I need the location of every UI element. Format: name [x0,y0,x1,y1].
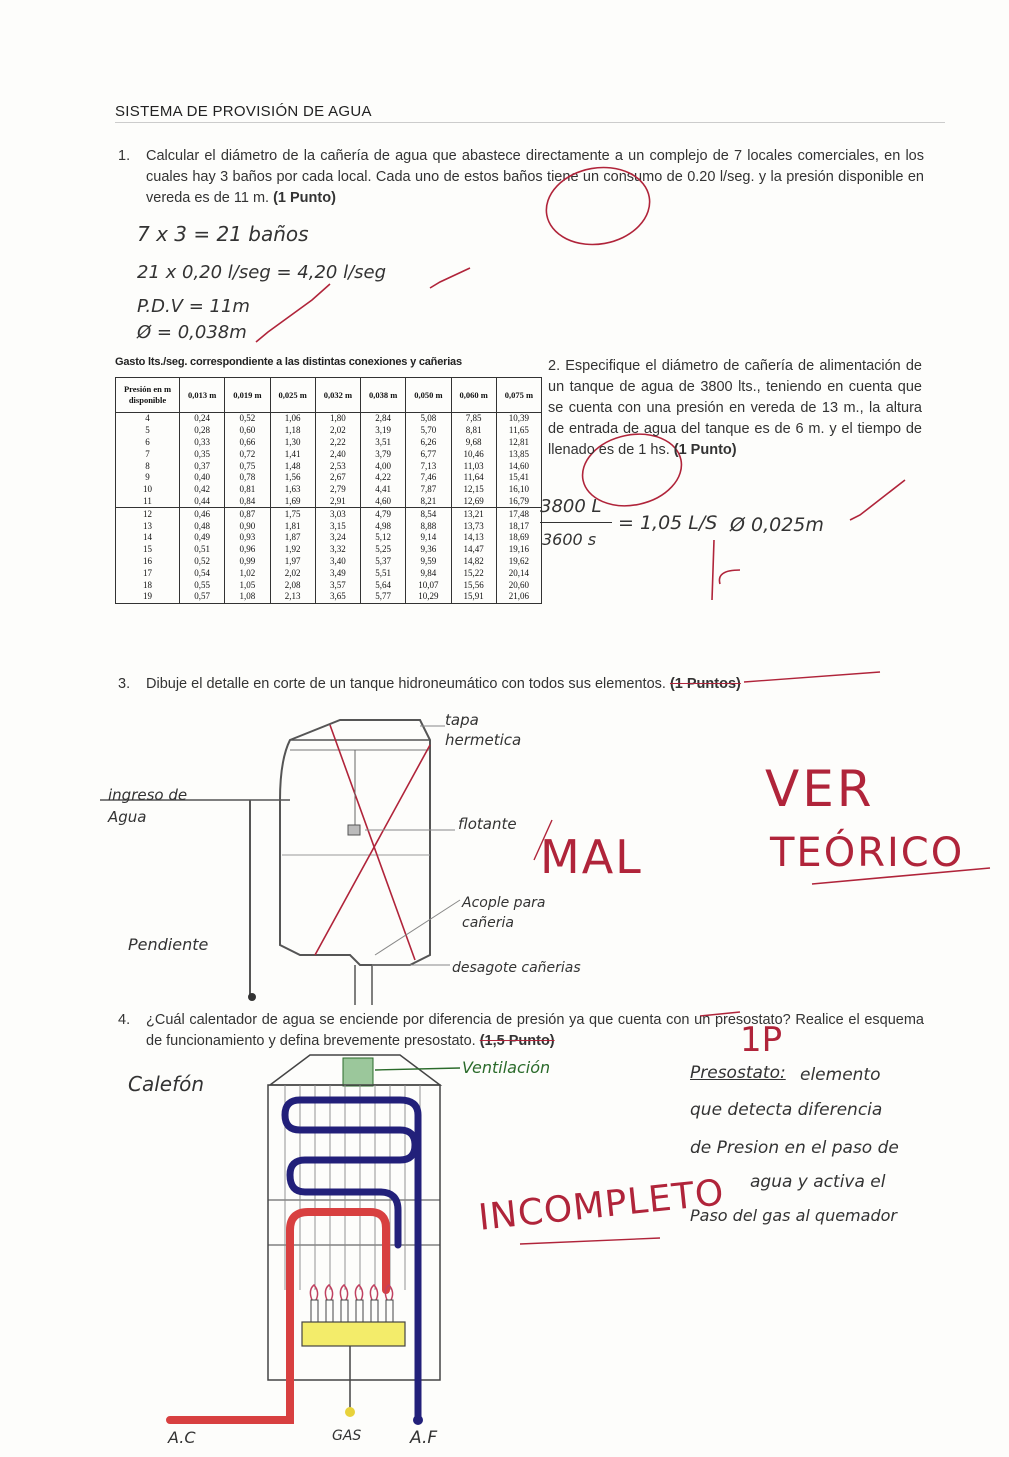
table-cell: 19,16 [496,544,541,556]
ventilation-box [343,1058,373,1086]
label-acople: Acople para cañeria [462,895,546,931]
table-cell: 5,77 [361,591,406,603]
table-cell: 0,90 [225,520,270,532]
table-cell-presion: 18 [116,579,180,591]
table-cell: 0,28 [180,425,225,437]
table-cell: 0,46 [180,508,225,520]
question-4-number: 4. [118,1012,131,1028]
grade-teorico: TEÓRICO [770,830,965,876]
table-cell: 0,49 [180,532,225,544]
table-cell: 3,65 [315,591,360,603]
table-cell: 9,59 [406,556,451,568]
table-cell: 9,84 [406,567,451,579]
table-cell: 3,49 [315,567,360,579]
table-cell: 11,65 [496,425,541,437]
table-cell: 13,85 [496,448,541,460]
table-header-col: 0,025 m [270,378,315,413]
page-heading: SISTEMA DE PROVISIÓN DE AGUA [115,103,945,123]
table-cell-presion: 12 [116,508,180,520]
table-header-col: 0,032 m [315,378,360,413]
answer-1-line-2: 21 x 0,20 l/seg = 4,20 l/seg [137,262,387,283]
table-cell: 0,40 [180,472,225,484]
table-cell: 0,52 [180,556,225,568]
cold-water-coil [285,1100,418,1420]
table-cell: 2,08 [270,579,315,591]
cold-water-inlet [413,1415,423,1425]
table-title: Gasto lts./seg. correspondiente a las distintas conexiones y cañerias [115,356,462,368]
answer-1-line-3: P.D.V = 11m [137,296,250,317]
table-cell: 2,40 [315,448,360,460]
table-cell: 8,21 [406,496,451,508]
table-cell-presion: 4 [116,413,180,425]
table-cell: 0,35 [180,448,225,460]
answer-4-line-4: agua y activa el [750,1172,886,1192]
table-cell: 7,87 [406,484,451,496]
grade-score: 1P [740,1020,783,1060]
table-cell: 8,81 [451,425,496,437]
hot-water-pipe [170,1212,386,1420]
table-cell: 1,80 [315,413,360,425]
question-1-points: (1 Punto) [273,190,336,206]
table-cell: 21,06 [496,591,541,603]
grade-ver: VER [765,760,875,818]
table-cell: 0,96 [225,544,270,556]
table-cell: 3,03 [315,508,360,520]
table-header-col: 0,019 m [225,378,270,413]
table-cell: 18,17 [496,520,541,532]
table-cell-presion: 19 [116,591,180,603]
table-cell: 4,22 [361,472,406,484]
table-cell: 1,48 [270,460,315,472]
answer-2-diameter: Ø 0,025m [730,514,824,536]
table-cell: 12,15 [451,484,496,496]
table-cell: 5,25 [361,544,406,556]
answer-4-line-5: Paso del gas al quemador [690,1206,897,1225]
table-header-col: 0,038 m [361,378,406,413]
question-4-points: (1,5 Punto) [479,1033,555,1049]
table-cell: 2,79 [315,484,360,496]
table-cell: 5,64 [361,579,406,591]
table-cell: 1,41 [270,448,315,460]
table-cell-presion: 6 [116,437,180,449]
table-cell: 3,32 [315,544,360,556]
table-cell: 7,85 [451,413,496,425]
table-cell: 18,69 [496,532,541,544]
table-cell: 14,60 [496,460,541,472]
grade-mal: MAL [540,830,643,884]
table-cell: 8,88 [406,520,451,532]
table-cell: 11,64 [451,472,496,484]
label-ac: A.C [168,1428,196,1447]
table-cell: 0,54 [180,567,225,579]
table-cell: 0,33 [180,437,225,449]
answer-1-line-1: 7 x 3 = 21 baños [137,222,309,246]
table-cell: 1,69 [270,496,315,508]
table-cell: 2,91 [315,496,360,508]
table-cell: 13,21 [451,508,496,520]
answer-2-result: = 1,05 L/S [618,512,718,534]
table-cell: 5,51 [361,567,406,579]
answer-4-title: Presostato: [690,1063,786,1083]
table-cell: 12,81 [496,437,541,449]
label-tapa: tapa hermetica [445,711,522,749]
table-cell: 6,26 [406,437,451,449]
table-cell: 3,24 [315,532,360,544]
table-cell-presion: 5 [116,425,180,437]
table-cell-presion: 16 [116,556,180,568]
table-cell-presion: 17 [116,567,180,579]
table-cell-presion: 9 [116,472,180,484]
question-3-text: Dibuje el detalle en corte de un tanque hidroneumático con todos sus elementos. [146,676,666,692]
table-cell: 0,87 [225,508,270,520]
table-cell: 0,84 [225,496,270,508]
table-cell: 1,75 [270,508,315,520]
table-cell: 0,52 [225,413,270,425]
table-cell: 5,37 [361,556,406,568]
table-cell: 10,29 [406,591,451,603]
table-cell: 2,67 [315,472,360,484]
table-cell: 14,13 [451,532,496,544]
table-cell: 4,41 [361,484,406,496]
table-cell-presion: 10 [116,484,180,496]
table-cell: 3,15 [315,520,360,532]
table-cell: 1,06 [270,413,315,425]
question-1-text: Calcular el diámetro de la cañería de agua que abastece directamente a un complejo de 7 locales comerciales, en los cuales hay 3 baños por cada local. Cada uno de estos baños tiene un consumo de 0.20 l/seg. y la presión disponible en vereda es de 11 m. [146,148,924,206]
answer-2-denominator: 3600 s [542,530,597,549]
table-cell: 2,02 [270,567,315,579]
table-cell: 3,40 [315,556,360,568]
table-cell-presion: 7 [116,448,180,460]
label-desagote: desagote cañerias [452,960,581,976]
table-cell: 5,08 [406,413,451,425]
table-cell: 0,57 [180,591,225,603]
table-cell: 0,72 [225,448,270,460]
table-cell: 3,19 [361,425,406,437]
table-cell: 0,48 [180,520,225,532]
table-cell: 2,02 [315,425,360,437]
table-cell: 1,81 [270,520,315,532]
table-cell: 7,13 [406,460,451,472]
table-cell: 3,79 [361,448,406,460]
table-cell: 8,54 [406,508,451,520]
table-cell-presion: 14 [116,532,180,544]
label-gas: GAS [332,1428,362,1444]
table-header-col: 0,060 m [451,378,496,413]
table-cell: 9,14 [406,532,451,544]
table-cell-presion: 15 [116,544,180,556]
table-cell: 0,78 [225,472,270,484]
question-3-points: (1 Puntos) [669,676,741,692]
table-cell: 0,44 [180,496,225,508]
question-2-text: Especifique el diámetro de cañería de alimentación de un tanque de agua de 3800 lts., teniendo en cuenta que se cuenta con una presión en vereda de 13 m., la altura de entrada de agua del tanque es de 6 m. y el tiempo de llenado es de 1 hs. [548,358,922,458]
table-cell: 2,84 [361,413,406,425]
question-3-number: 3. [118,676,131,692]
table-cell: 15,41 [496,472,541,484]
table-cell: 10,46 [451,448,496,460]
label-ingreso: ingreso de Agua [108,786,188,826]
label-ventilacion: Ventilación [462,1058,551,1077]
gas-inlet [345,1407,355,1417]
table-cell: 0,51 [180,544,225,556]
table-cell-presion: 11 [116,496,180,508]
table-cell: 11,03 [451,460,496,472]
table-cell: 20,14 [496,567,541,579]
table-cell: 15,91 [451,591,496,603]
burner-tubes [311,1300,393,1322]
answer-4-line-1: elemento [800,1065,881,1085]
table-cell: 3,51 [361,437,406,449]
table-cell: 4,00 [361,460,406,472]
answer-4-line-3: de Presion en el paso de [690,1138,899,1158]
table-cell: 0,60 [225,425,270,437]
table-cell: 14,82 [451,556,496,568]
table-cell: 0,81 [225,484,270,496]
table-cell: 1,87 [270,532,315,544]
answer-4-line-2: que detecta diferencia [690,1100,883,1120]
burner-flames [310,1285,392,1300]
table-cell: 1,05 [225,579,270,591]
answer-2-numerator: 3800 L [540,496,602,517]
table-cell: 4,60 [361,496,406,508]
table-cell: 14,47 [451,544,496,556]
table-cell: 13,73 [451,520,496,532]
table-cell: 0,55 [180,579,225,591]
table-cell: 1,97 [270,556,315,568]
table-cell: 1,02 [225,567,270,579]
answer-1-line-4: Ø = 0,038m [137,322,247,343]
table-cell: 6,77 [406,448,451,460]
table-cell: 5,12 [361,532,406,544]
table-cell: 0,93 [225,532,270,544]
table-cell: 9,36 [406,544,451,556]
table-cell: 2,53 [315,460,360,472]
heater-grid-lines [285,1085,420,1290]
table-cell: 0,66 [225,437,270,449]
table-cell: 1,30 [270,437,315,449]
table-cell: 1,92 [270,544,315,556]
table-cell-presion: 13 [116,520,180,532]
table-cell: 2,22 [315,437,360,449]
table-cell: 12,69 [451,496,496,508]
table-cell: 0,24 [180,413,225,425]
table-header-presion: Presión en m disponible [116,378,180,413]
label-flotante: flotante [458,815,517,833]
table-header-col: 0,050 m [406,378,451,413]
table-cell: 0,75 [225,460,270,472]
table-cell: 10,39 [496,413,541,425]
table-cell: 0,99 [225,556,270,568]
table-cell: 15,22 [451,567,496,579]
label-calefon: Calefón [128,1072,205,1096]
table-cell: 16,10 [496,484,541,496]
table-cell: 1,56 [270,472,315,484]
question-4-text: ¿Cuál calentador de agua se enciende por diferencia de presión ya que cuenta con un presostato? Realice el esquema de funcionamiento y defina brevemente presostato. [146,1012,924,1049]
burner-bar [302,1322,405,1346]
question-2-points: (1 Punto) [673,442,737,458]
table-cell: 4,79 [361,508,406,520]
table-cell: 1,63 [270,484,315,496]
table-cell: 7,46 [406,472,451,484]
grade-incompleto: INCOMPLETO [476,1172,727,1239]
table-cell: 9,68 [451,437,496,449]
table-cell: 1,18 [270,425,315,437]
label-af: A.F [410,1428,438,1448]
table-cell: 0,37 [180,460,225,472]
table-cell: 0,42 [180,484,225,496]
table-cell: 15,56 [451,579,496,591]
table-cell: 19,62 [496,556,541,568]
table-cell: 10,07 [406,579,451,591]
table-header-col: 0,075 m [496,378,541,413]
table-cell: 5,70 [406,425,451,437]
table-cell: 4,98 [361,520,406,532]
table-header-col: 0,013 m [180,378,225,413]
leader-ventilacion [375,1068,460,1070]
table-cell: 16,79 [496,496,541,508]
table-cell: 2,13 [270,591,315,603]
table-cell: 1,08 [225,591,270,603]
label-pendiente: Pendiente [128,935,209,954]
question-2-number: 2. [548,358,561,374]
table-cell-presion: 8 [116,460,180,472]
table-cell: 20,60 [496,579,541,591]
table-cell: 3,57 [315,579,360,591]
question-1-number: 1. [118,148,131,164]
table-cell: 17,48 [496,508,541,520]
